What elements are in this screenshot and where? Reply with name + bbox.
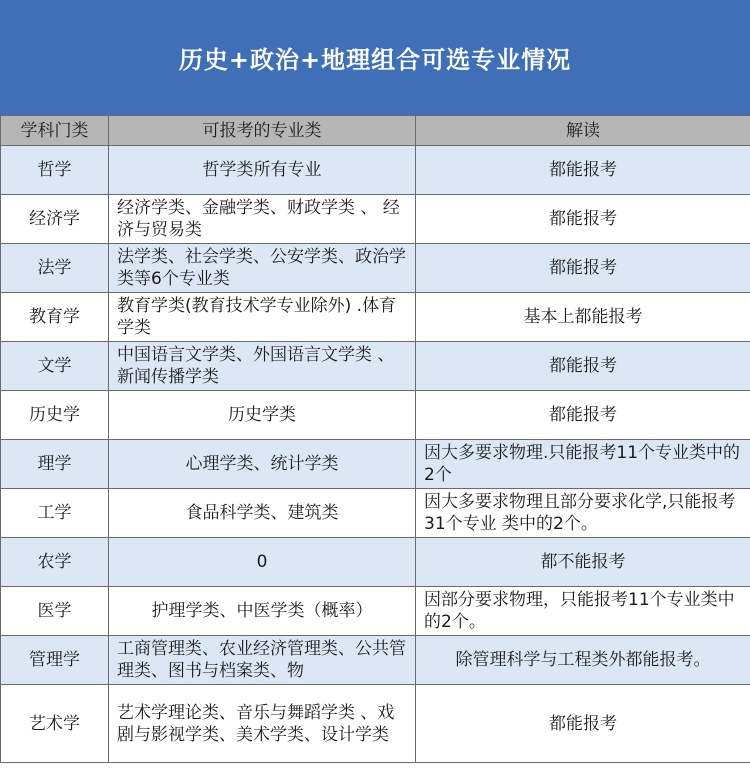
majors-cell: 哲学类所有专业 [109,146,416,195]
note-cell: 因部分要求物理，只能报考11个专业类中的2个。 [416,587,750,636]
category-cell: 历史学 [1,391,109,440]
majors-cell: 食品科学类、建筑类 [109,489,416,538]
majors-cell: 护理学类、中医学类（概率） [109,587,416,636]
majors-cell: 0 [109,538,416,587]
majors-cell: 教育学类(教育技术学专业除外) .体育学类 [109,293,416,342]
note-cell: 都能报考 [416,391,750,440]
title-banner [0,0,750,115]
note-cell: 因大多要求物理且部分要求化学,只能报考31个专业 类中的2个。 [416,489,750,538]
category-cell: 农学 [1,538,109,587]
table-row [1,636,750,685]
table-row [1,146,750,195]
majors-cell: 经济学类、金融学类、财政学类 、 经济与贸易类 [109,195,416,244]
category-cell: 管理学 [1,636,109,685]
note-cell: 都能报考 [416,342,750,391]
table-row [1,440,750,489]
note-cell: 都不能报考 [416,538,750,587]
majors-cell: 法学类、社会学类、公安学类、政治学类等6个专业类 [109,244,416,293]
table-header-row [1,116,750,146]
category-cell: 法学 [1,244,109,293]
category-cell: 哲学 [1,146,109,195]
header-category: 学科门类 [1,116,109,146]
majors-cell: 历史学类 [109,391,416,440]
category-cell: 教育学 [1,293,109,342]
table-row [1,195,750,244]
category-cell: 经济学 [1,195,109,244]
note-cell: 都能报考 [416,146,750,195]
table-row [1,342,750,391]
category-cell: 理学 [1,440,109,489]
header-majors: 可报考的专业类 [109,116,416,146]
majors-cell: 艺术学理论类、音乐与舞蹈学类 、戏剧与影视学类、美术学类、设计学类 [109,685,416,763]
table-row [1,391,750,440]
table-row [1,538,750,587]
majors-cell: 中国语言文学类、外国语言文学类 、新闻传播学类 [109,342,416,391]
note-cell: 都能报考 [416,195,750,244]
page-title: 历史+政治+地理组合可选专业情况 [178,46,572,74]
table-row [1,293,750,342]
majors-table [0,115,750,763]
table-row [1,587,750,636]
note-cell: 除管理科学与工程类外都能报考。 [416,636,750,685]
category-cell: 文学 [1,342,109,391]
majors-cell: 工商管理类、农业经济管理类、公共管理类、图书与档案类、物 [109,636,416,685]
note-cell: 都能报考 [416,685,750,763]
note-cell: 因大多要求物理.只能报考11个专业类中的2个 [416,440,750,489]
note-cell: 都能报考 [416,244,750,293]
table-row [1,685,750,763]
table-row [1,489,750,538]
majors-cell: 心理学类、统计学类 [109,440,416,489]
category-cell: 医学 [1,587,109,636]
header-note: 解读 [416,116,750,146]
category-cell: 艺术学 [1,685,109,763]
table-row [1,244,750,293]
note-cell: 基本上都能报考 [416,293,750,342]
category-cell: 工学 [1,489,109,538]
